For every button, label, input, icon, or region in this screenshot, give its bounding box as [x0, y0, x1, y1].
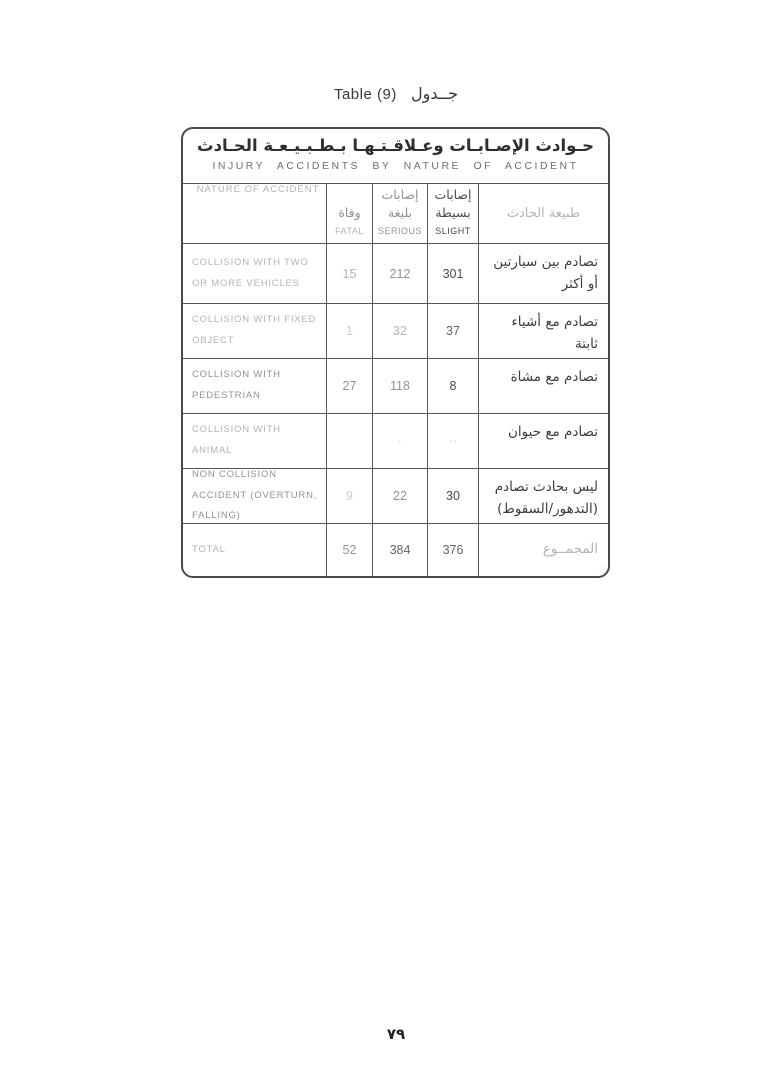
row-total-fatal: 52 [327, 524, 373, 576]
row-fixed-object-slight: 37 [428, 304, 479, 359]
row-vehicles-slight: 301 [428, 244, 479, 304]
column-header-nature-of-accident-ar: طبيعة الحادث [479, 184, 608, 244]
row-fixed-object-label-en: COLLISION WITH FIXED OBJECT [183, 304, 327, 359]
page-number: ٧٩ [386, 1025, 406, 1043]
column-header-fatal-english: FATAL [335, 226, 364, 236]
column-header-slight [428, 184, 479, 244]
accidents-table [181, 127, 610, 578]
row-fixed-object-label-ar: تصادم مع أشياء ثابتة [479, 304, 608, 359]
row-non-collision-slight: 30 [428, 469, 479, 524]
column-header-slight-arabic: إصابات بسيطة [434, 186, 472, 221]
table-title-arabic: حـوادث الإصـابـات وعـلاقـتـهـا بـطـبـيـعـة الحـادث [196, 136, 594, 155]
table-title-band [183, 129, 608, 184]
document-title [182, 84, 610, 103]
row-non-collision-fatal: 9 [327, 469, 373, 524]
row-total-serious: 384 [373, 524, 428, 576]
row-non-collision-serious: 22 [373, 469, 428, 524]
row-vehicles-serious: 212 [373, 244, 428, 304]
column-header-serious-arabic: إصابات بليغة [381, 186, 419, 221]
row-fixed-object-fatal: 1 [327, 304, 373, 359]
row-pedestrian-serious: 118 [373, 359, 428, 414]
table-title-english: INJURY ACCIDENTS BY NATURE OF ACCIDENT [212, 160, 579, 172]
table-grid [183, 184, 608, 576]
column-header-fatal [327, 184, 373, 244]
row-pedestrian-label-ar: تصادم مع مشاة [479, 359, 608, 414]
column-header-nature-of-accident-en: NATURE OF ACCIDENT [183, 184, 327, 244]
row-vehicles-label-en: COLLISION WITH TWO OR MORE VEHICLES [183, 244, 327, 304]
row-pedestrian-slight: 8 [428, 359, 479, 414]
row-pedestrian-fatal: 27 [327, 359, 373, 414]
row-total-label-ar: المجمــوع [542, 540, 598, 557]
row-vehicles-fatal: 15 [327, 244, 373, 304]
row-animal-slight: ·· [428, 414, 479, 469]
document-title-english: Table (9) [333, 86, 397, 103]
column-header-serious-english: SERIOUS [377, 226, 422, 236]
row-total-slight: 376 [428, 524, 479, 576]
row-animal-label-en: COLLISION WITH ANIMAL [183, 414, 327, 469]
row-animal-serious: · [373, 414, 428, 469]
column-header-fatal-arabic: وفاة [338, 205, 361, 221]
row-non-collision-label-en: NON COLLISION ACCIDENT (OVERTURN, FALLING) [183, 469, 327, 524]
row-fixed-object-serious: 32 [373, 304, 428, 359]
row-animal-fatal [327, 414, 373, 469]
column-header-slight-english: SLIGHT [435, 226, 471, 236]
column-header-serious [373, 184, 428, 244]
row-total-label-en: TOTAL [183, 524, 327, 576]
document-title-arabic: جــدول [411, 84, 459, 103]
row-animal-label-ar: تصادم مع حيوان [479, 414, 608, 469]
row-non-collision-label-ar: ليس بحادث تصادم (التدهور/السقوط) [479, 469, 608, 524]
row-vehicles-label-ar: تصادم بين سيارتين أو أكثر [479, 244, 608, 304]
row-pedestrian-label-en: COLLISION WITH PEDESTRIAN [183, 359, 327, 414]
